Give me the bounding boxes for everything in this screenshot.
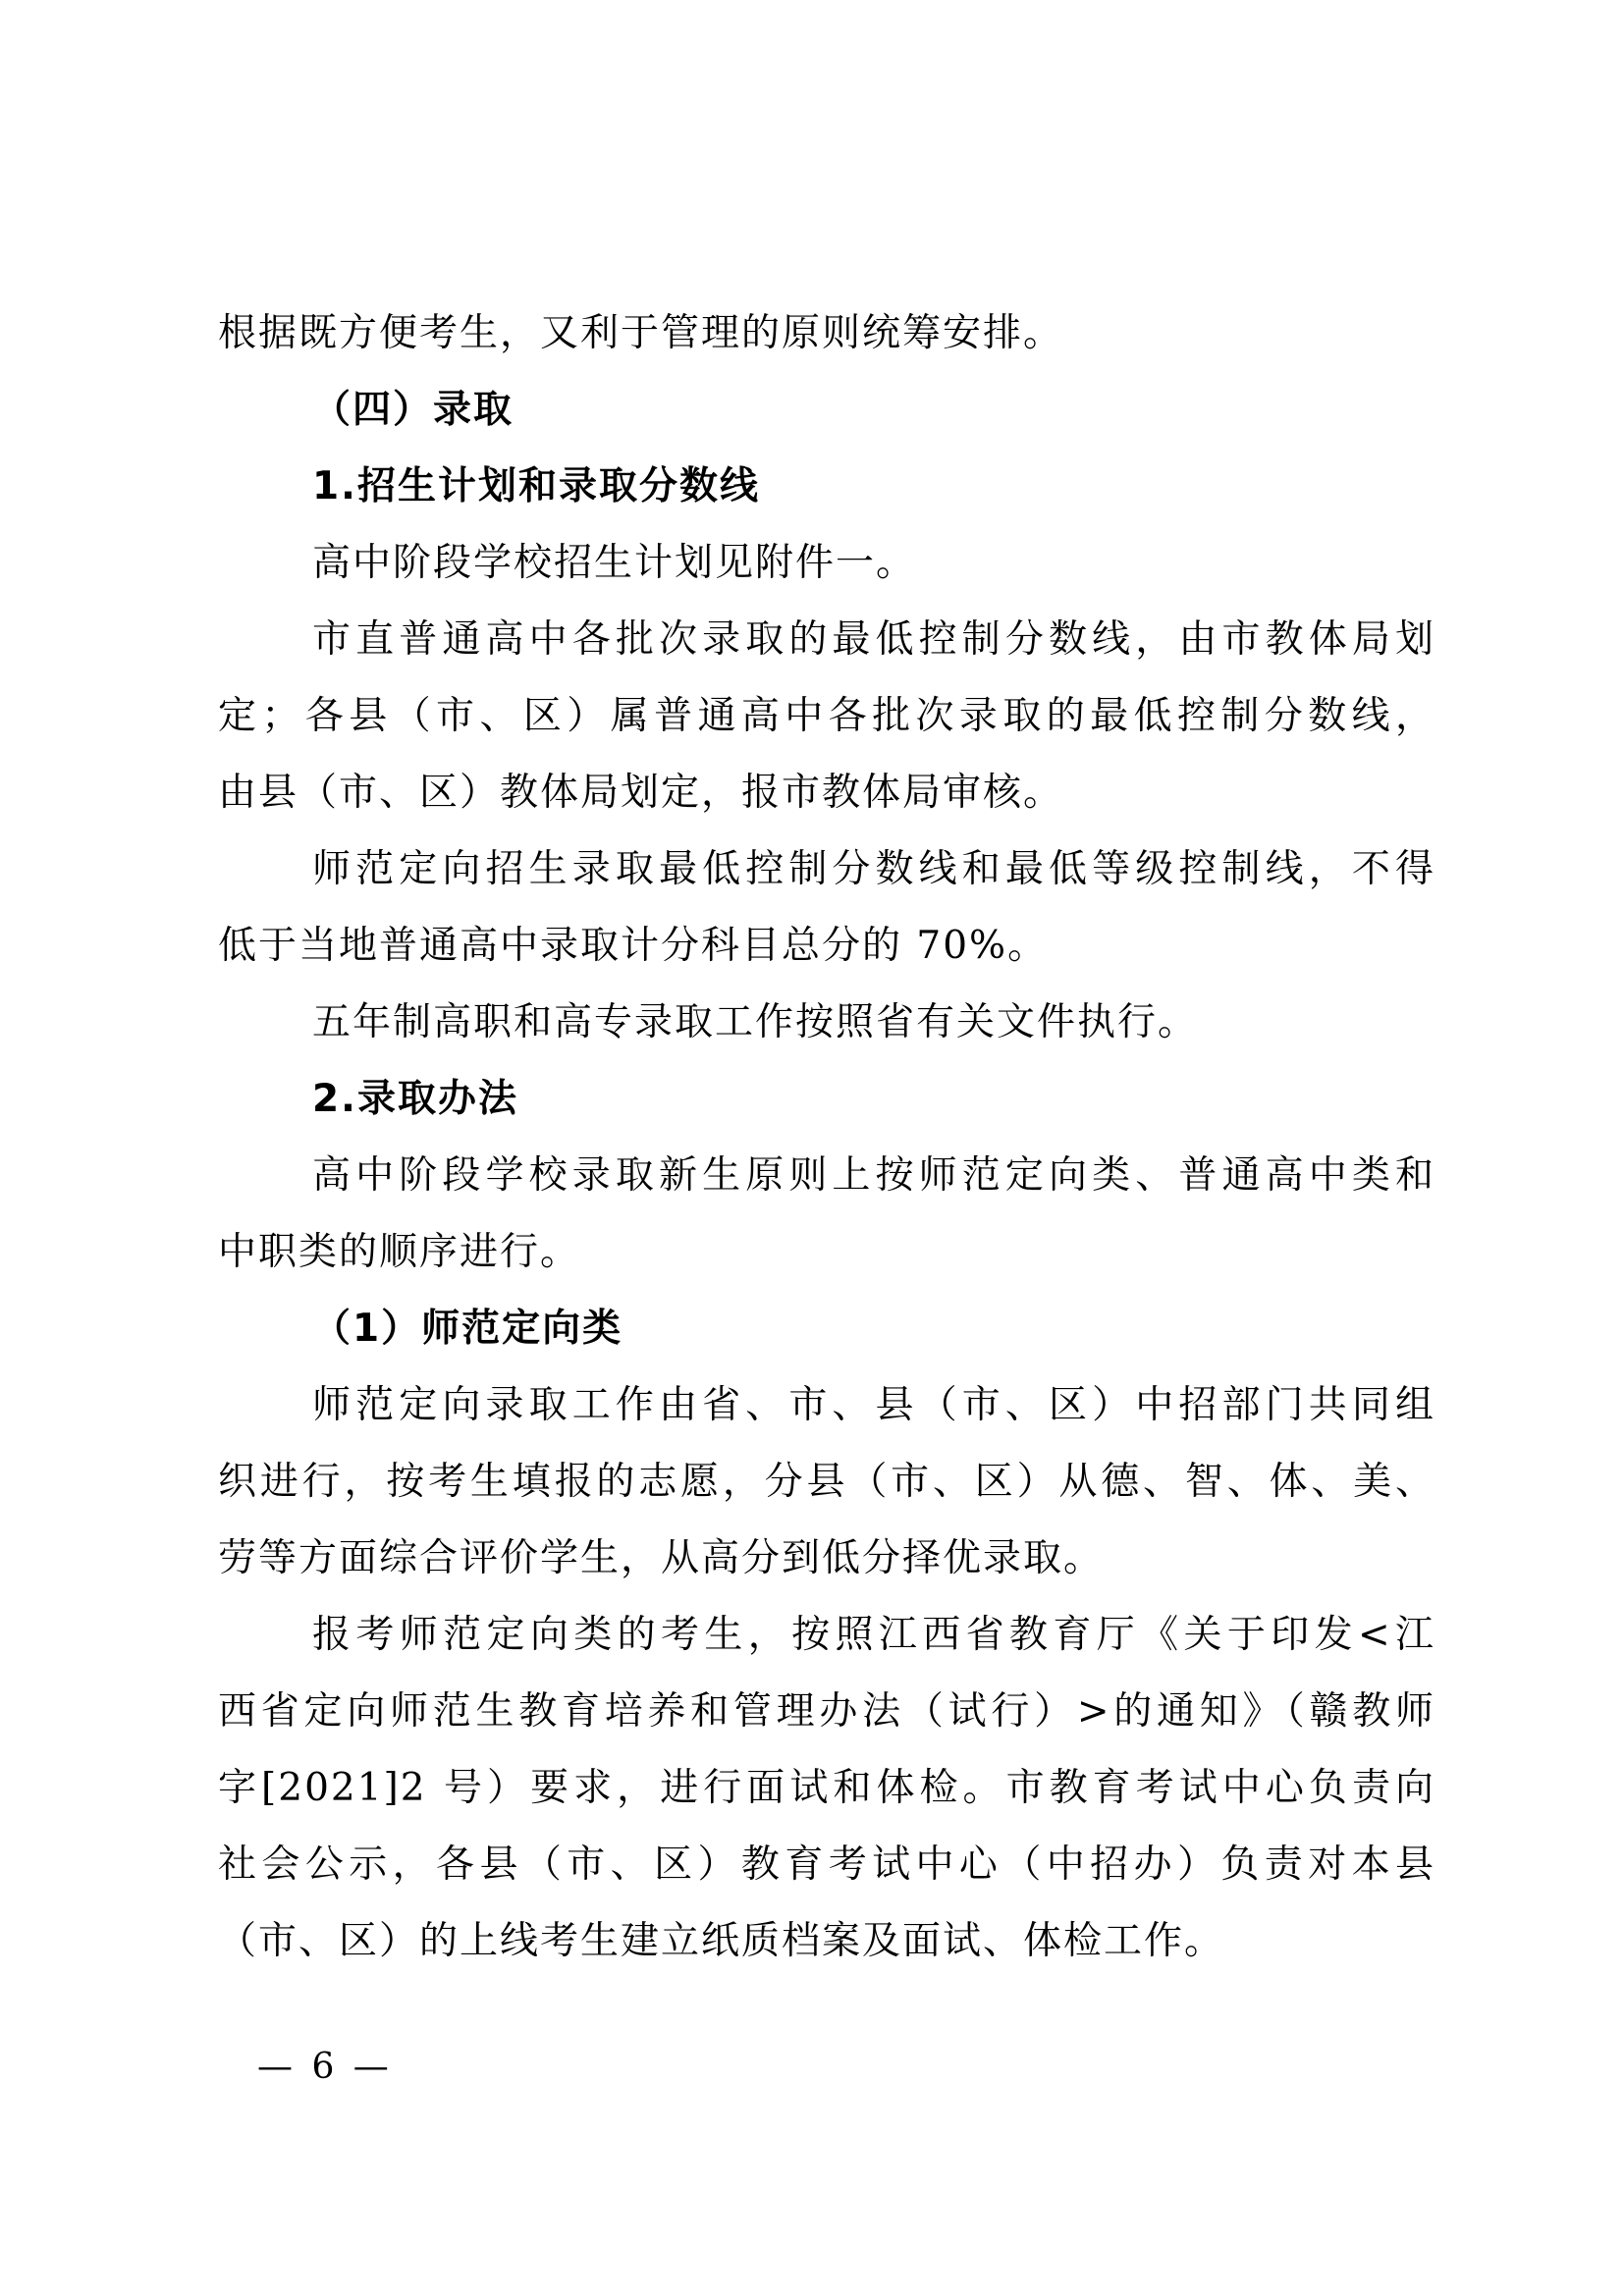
paragraph-line: 定；各县（市、区）属普通高中各批次录取的最低控制分数线， <box>218 694 1435 738</box>
paragraph-line: 西省定向师范生教育培养和管理办法（试行）>的通知》（赣教师 <box>218 1689 1435 1734</box>
paragraph-line: 报考师范定向类的考生，按照江西省教育厅《关于印发<江 <box>312 1613 1435 1657</box>
paragraph-line: 师范定向招生录取最低控制分数线和最低等级控制线，不得 <box>312 847 1435 891</box>
paragraph-line: 五年制高职和高专录取工作按照省有关文件执行。 <box>312 1000 1199 1044</box>
page-number: — 6 — <box>257 2047 393 2087</box>
paragraph-line: （市、区）的上线考生建立纸质档案及面试、体检工作。 <box>218 1919 1225 1963</box>
paragraph-line: 高中阶段学校招生计划见附件一。 <box>312 541 917 585</box>
paragraph-line: 社会公示，各县（市、区）教育考试中心（中招办）负责对本县 <box>218 1842 1435 1887</box>
paragraph-line: 市直普通高中各批次录取的最低控制分数线，由市教体局划 <box>312 617 1435 662</box>
paragraph-line: 织进行，按考生填报的志愿，分县（市、区）从德、智、体、美、 <box>218 1460 1435 1504</box>
subsection-heading: 2.录取办法 <box>312 1077 518 1121</box>
paragraph-line: 由县（市、区）教体局划定，报市教体局审核。 <box>218 771 1064 815</box>
paragraph-line: 字[2021]2 号）要求，进行面试和体检。市教育考试中心负责向 <box>218 1766 1435 1810</box>
paragraph-line: 高中阶段学校录取新生原则上按师范定向类、普通高中类和 <box>312 1153 1435 1198</box>
paragraph-line: 中职类的顺序进行。 <box>218 1230 581 1274</box>
paragraph-line: 师范定向录取工作由省、市、县（市、区）中招部门共同组 <box>312 1383 1435 1427</box>
subsection-heading: 1.招生计划和录取分数线 <box>312 464 760 508</box>
section-heading: （四）录取 <box>312 388 514 432</box>
paragraph-line: 低于当地普通高中录取计分科目总分的 70%。 <box>218 924 1049 968</box>
subsection-heading: （1）师范定向类 <box>312 1307 623 1351</box>
paragraph-line: 根据既方便考生，又利于管理的原则统筹安排。 <box>218 311 1064 355</box>
paragraph-line: 劳等方面综合评价学生，从高分到低分择优录取。 <box>218 1536 1105 1580</box>
